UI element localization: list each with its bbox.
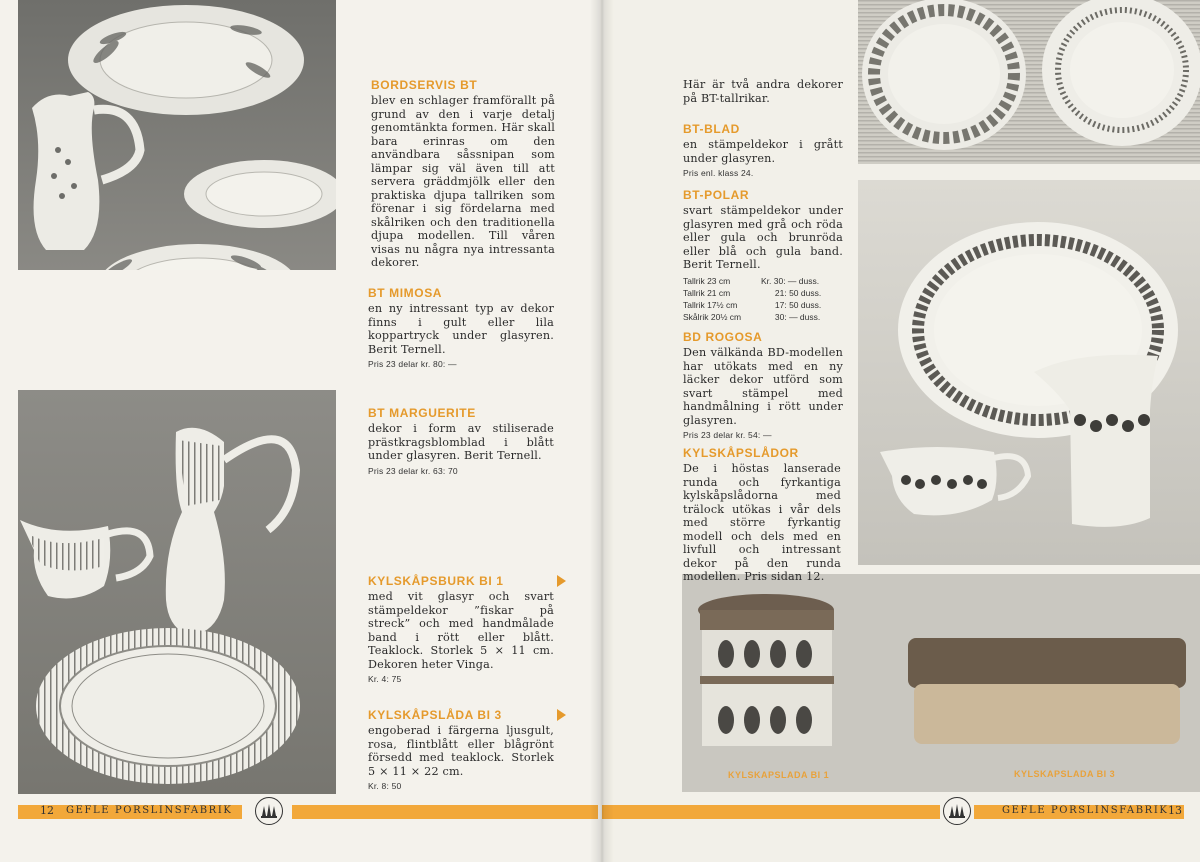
price-bt-marguerite: Pris 23 delar kr. 63: 70 (368, 465, 458, 476)
price-item: Tallrik 17½ cm (683, 299, 738, 310)
price-item: Skålrik 20½ cm (683, 311, 742, 322)
photo-bt-mimosa (18, 0, 336, 270)
arrow-right-icon (557, 575, 566, 587)
heading-bt-blad: BT-BLAD (683, 122, 740, 136)
section-intro (683, 78, 843, 105)
footer-page-number-right: 13 (1168, 804, 1182, 817)
photo-label-bi1: KYLSKAPSLADA BI 1 (728, 770, 830, 780)
price-item: Tallrik 21 cm (683, 287, 731, 298)
heading-bt-marguerite: BT MARGUERITE (368, 406, 476, 420)
text-bt-blad: en stämpeldekor i grått under glasyren. (683, 138, 843, 165)
text-kylskapsburk-bi1: med vit glasyr och svart stämpeldekor ”fiskar på streck” och med handmålade band i rött eller blått. Teaklock. Storlek 5 × 11 cm. Dekoren heter Vinga. (368, 590, 554, 671)
price-bd-rogosa: Pris 23 delar kr. 54: — (683, 430, 772, 440)
section-bt-marguerite (368, 406, 554, 476)
heading-kylskapslador: KYLSKÅPSLÅDOR (683, 446, 799, 460)
photo-kylskapslador (682, 574, 1200, 792)
text-kylskapslador: De i höstas lanserade runda och fyrkantiga kylskåpslådorna med trälock utökas i vår dels med större fyrkantig modell och dels med en livfull och intressant dekor på den runda modellen. Pris sidan 12. (683, 462, 841, 583)
section-bt-mimosa (368, 286, 554, 369)
heading-kylskapsburk-bi1: KYLSKÅPSBURK BI 1 (368, 574, 504, 588)
section-kylskapslador (683, 446, 841, 584)
price-value: 21: 50 duss. (774, 287, 822, 298)
gefle-logo-icon (943, 797, 971, 825)
photo-label-bi3: KYLSKAPSLADA BI 3 (1014, 769, 1116, 779)
price-kylskapslada-bi3: Kr. 8: 50 (368, 781, 402, 791)
section-kylskapslada-bi3 (368, 708, 554, 791)
price-row (683, 275, 843, 287)
section-kylskapsburk-bi1 (368, 574, 554, 684)
price-row (683, 299, 843, 311)
heading-kylskapslada-bi3: KYLSKÅPSLÅDA BI 3 (368, 708, 502, 722)
price-row (683, 311, 843, 323)
section-bordservis-bt (371, 78, 555, 270)
footer-text-right: GEFLE PORSLINSFABRIK (1002, 805, 1169, 816)
price-bt-blad: Pris enl. klass 24. (683, 168, 754, 178)
section-bt-blad (683, 122, 843, 178)
section-bt-polar (683, 188, 843, 323)
price-value: 17: 50 duss. (774, 299, 822, 310)
section-bd-rogosa (683, 330, 843, 440)
text-bt-marguerite: dekor i form av stiliserade prästkragsblomblad i blått under glasyren. Berit Ternell. (368, 422, 554, 462)
heading-bordservis-bt: BORDSERVIS BT (371, 78, 478, 92)
gefle-logo-icon (255, 797, 283, 825)
text-intro: Här är två andra dekorer på BT-tallrikar. (683, 78, 843, 105)
price-item: Tallrik 23 cm (683, 275, 731, 286)
footer-bar-left-2 (292, 805, 598, 819)
price-row (683, 287, 843, 299)
price-kylskapsburk-bi1: Kr. 4: 75 (368, 674, 402, 684)
price-bt-mimosa: Pris 23 delar kr. 80: — (368, 359, 457, 369)
text-bt-mimosa: en ny intressant typ av dekor finns i gult eller lila koppartryck under glasyren. Berit Ternell. (368, 302, 554, 356)
heading-bt-polar: BT-POLAR (683, 188, 750, 202)
book-gutter (590, 0, 614, 862)
price-table-bt-polar (683, 275, 843, 323)
footer-page-number-left: 12 (40, 804, 54, 817)
right-page (600, 0, 1200, 862)
photo-bd-rogosa (858, 180, 1200, 565)
text-bd-rogosa: Den välkända BD-modellen har utökats med en ny läcker dekor utförd som svart stämpel med handmålning i rött under glasyren. (683, 346, 843, 427)
price-value: 30: — duss. (774, 311, 821, 322)
text-kylskapslada-bi3: engoberad i färgerna ljusgult, rosa, flintblått eller blågrönt försedd med teaklock. Storlek 5 × 11 × 22 cm. (368, 724, 554, 778)
footer-bar-right (602, 805, 940, 819)
photo-bt-blad-polar (858, 0, 1200, 164)
heading-bt-mimosa: BT MIMOSA (368, 286, 443, 300)
heading-bd-rogosa: BD ROGOSA (683, 330, 763, 344)
footer-text-left: GEFLE PORSLINSFABRIK (66, 805, 233, 816)
photo-bt-marguerite (18, 390, 336, 794)
price-value: Kr. 30: — duss. (761, 275, 820, 286)
text-bordservis-bt: blev en schlager framförallt på grund av den i varje detalj genomtänkta formen. Här skall bara erinras om den användbara såssnipan som lämpar sig väl även till att servera gräddmjölk eller den praktiska djupa tallriken som förenar i sig fördelarna med skålriken och den traditionella djupa modellen. Till våren visas nu några nya intressanta dekorer. (371, 94, 555, 269)
arrow-right-icon (557, 709, 566, 721)
text-bt-polar: svart stämpeldekor under glasyren med grå och röda eller gula och brunröda eller blå och gula band. Berit Ternell. (683, 204, 843, 271)
